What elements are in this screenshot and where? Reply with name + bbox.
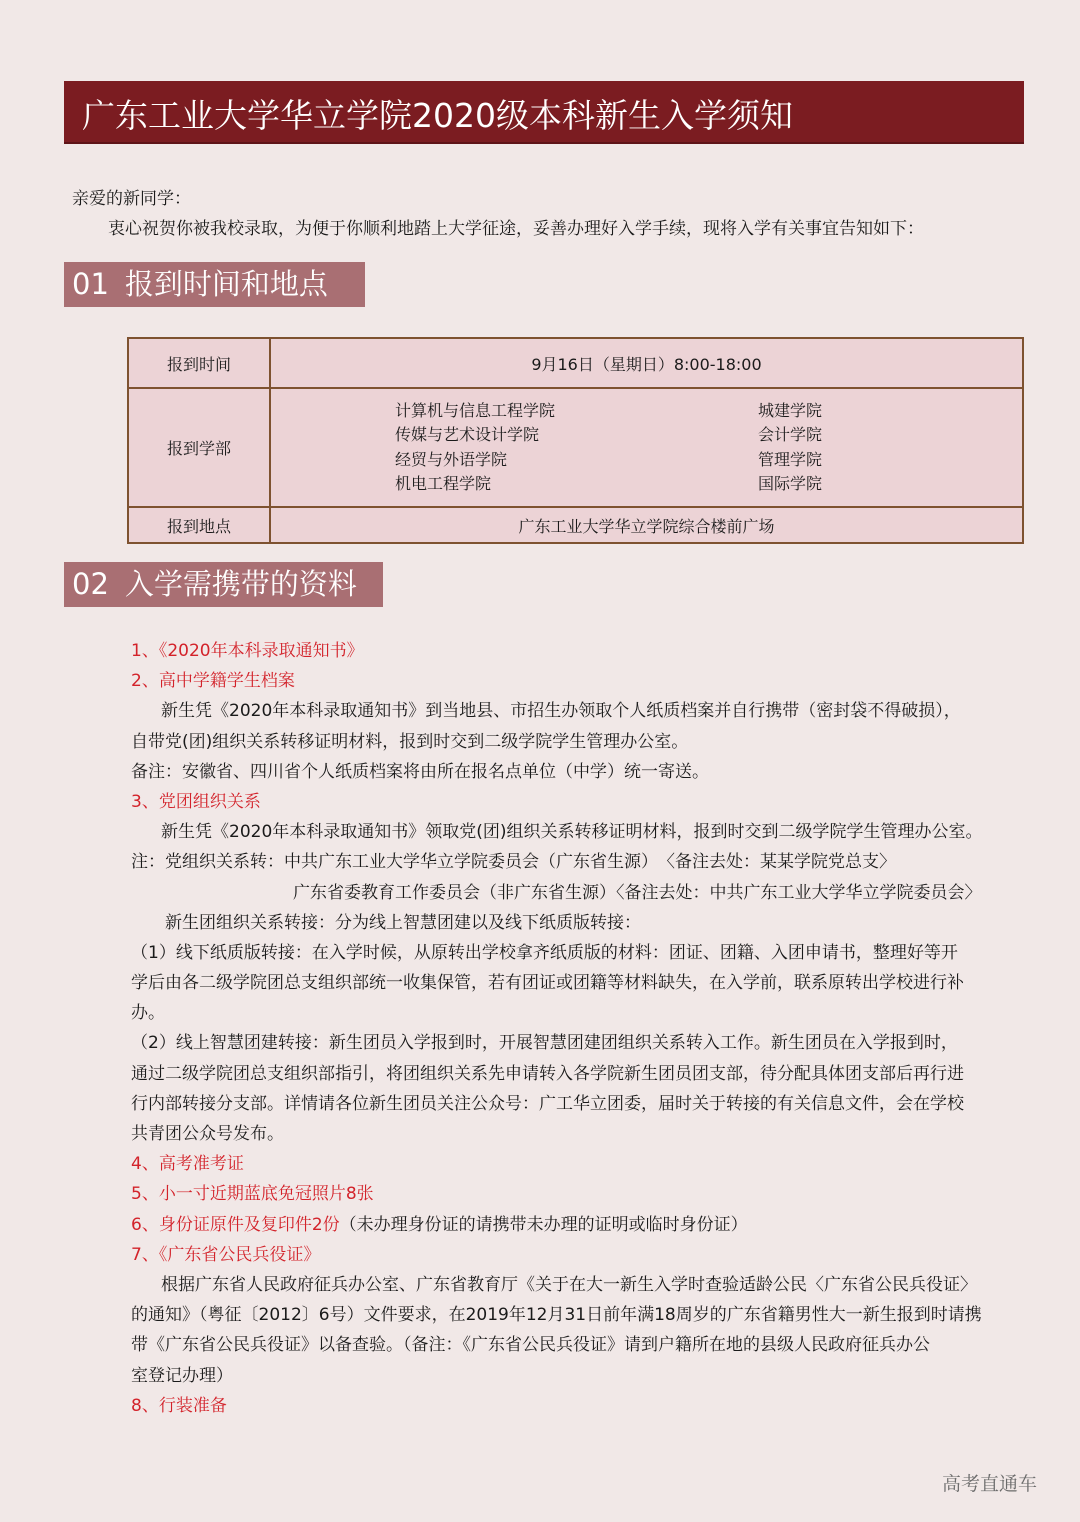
section-number: 01: [72, 267, 109, 301]
dept-label: 报到学部: [128, 388, 270, 507]
material-item-6-title: 6、身份证原件及复印件2份: [131, 1214, 340, 1235]
dept-item: 机电工程学院: [395, 474, 492, 493]
place-label: 报到地点: [128, 507, 270, 543]
paragraph-line: 通过二级学院团总支组织部指引，将团组织关系先申请转入各学院新生团员团支部，待分配具体团支部后再行进: [131, 1063, 964, 1084]
section-header-materials: [64, 562, 383, 607]
paragraph-line: 共青团公众号发布。: [131, 1124, 284, 1144]
paragraph-line: 新生凭《2020年本科录取通知书》到当地县、市招生办领取个人纸质档案并自行携带（密封袋不得破损），: [161, 701, 961, 722]
intro-paragraph: 衷心祝贺你被我校录取，为便于你顺利地踏上大学征途，妥善办理好入学手续，现将入学有关事宜告知如下：: [108, 219, 924, 239]
materials-list: [131, 636, 1021, 1421]
dept-item: 传媒与艺术设计学院: [395, 425, 540, 444]
dept-item: 管理学院: [758, 449, 823, 469]
time-value: 9月16日（星期日）8:00-18:00: [270, 338, 1023, 388]
page-title-banner: [64, 81, 1024, 144]
page-title: 广东工业大学华立学院2020级本科新生入学须知: [82, 96, 793, 135]
dept-item: 会计学院: [758, 425, 823, 444]
dept-grid: [395, 400, 1022, 496]
note-line: 备注：安徽省、四川省个人纸质档案将由所在报名点单位（中学）统一寄送。: [131, 761, 709, 782]
paragraph-line: （1）线下纸质版转接：在入学时候，从原转出学校拿齐纸质版的材料：团证、团籍、入团申请书，整理好等开: [131, 942, 958, 963]
dept-item: 经贸与外语学院: [395, 449, 508, 469]
paragraph-line: 自带党(团)组织关系转移证明材料，报到时交到二级学院学生管理办公室。: [131, 731, 689, 752]
section-title: 报到时间和地点: [124, 267, 328, 301]
dept-item: 计算机与信息工程学院: [395, 400, 556, 420]
material-item-7: 7、《广东省公民兵役证》: [131, 1244, 321, 1265]
paragraph-line: （2）线上智慧团建转接：新生团员入学报到时，开展智慧团建团组织关系转入工作。新生团员在入学报到时，: [131, 1033, 958, 1054]
paragraph-line: 根据广东省人民政府征兵办公室、广东省教育厅《关于在大一新生入学时查验适龄公民〈广东省公民兵役证〉: [161, 1274, 977, 1295]
table-row-place: [128, 507, 1023, 543]
paragraph-line: 室登记办理）: [131, 1365, 233, 1386]
place-value: 广东工业大学华立学院综合楼前广场: [270, 507, 1023, 543]
paragraph-line: 新生凭《2020年本科录取通知书》领取党(团)组织关系转移证明材料，报到时交到二级学院学生管理办公室。: [161, 822, 983, 843]
dept-item: 国际学院: [758, 474, 823, 493]
time-label: 报到时间: [128, 338, 270, 388]
material-item-1: 1、《2020年本科录取通知书》: [131, 641, 364, 661]
note-line: 注：党组织关系转：中共广东工业大学华立学院委员会（广东省生源） 〈备注去处：某某学院党总支〉: [131, 852, 896, 873]
greeting: 亲爱的新同学：: [72, 189, 191, 209]
section-header-registration: [64, 262, 365, 307]
material-item-6: [131, 1210, 1021, 1240]
material-item-8: 8、行装准备: [131, 1395, 227, 1416]
table-row-time: [128, 338, 1023, 388]
dept-item: 城建学院: [758, 400, 823, 420]
paragraph-line: 学后由各二级学院团总支组织部统一收集保管，若有团证或团籍等材料缺失，在入学前，联系原转出学校进行补: [131, 973, 964, 994]
paragraph-line: 行内部转接分支部。详情请各位新生团员关注公众号：广工华立团委，届时关于转接的有关信息文件，会在学校: [131, 1093, 964, 1114]
paragraph-line: 带《广东省公民兵役证》以备查验。（备注：《广东省公民兵役证》请到户籍所在地的县级人民政府征兵办公: [131, 1335, 930, 1356]
section-number: 02: [72, 567, 109, 601]
watermark: 高考直通车: [942, 1473, 1038, 1495]
dept-list-cell: [270, 388, 1023, 507]
paragraph-line: 办。: [131, 1003, 165, 1024]
paragraph-line: 的通知》（粤征〔2012〕6号）文件要求，在2019年12月31日前年满18周岁的广东省籍男性大一新生报到时请携: [131, 1305, 982, 1326]
section-title: 入学需携带的资料: [124, 567, 357, 601]
table-row-departments: [128, 388, 1023, 507]
material-item-5: 5、小一寸近期蓝底免冠照片8张: [131, 1184, 374, 1205]
material-item-4: 4、高考准考证: [131, 1154, 244, 1175]
material-item-2: 2、高中学籍学生档案: [131, 671, 295, 692]
material-item-3: 3、党团组织关系: [131, 791, 261, 812]
material-item-6-note: （未办理身份证的请携带未办理的证明或临时身份证）: [339, 1214, 748, 1235]
registration-table: [127, 337, 1024, 544]
paragraph-line: 新生团组织关系转接：分为线上智慧团建以及线下纸质版转接：: [165, 912, 641, 933]
note-line: 广东省委教育工作委员会（非广东省生源）〈备注去处：中共广东工业大学华立学院委员会〉: [293, 882, 982, 903]
